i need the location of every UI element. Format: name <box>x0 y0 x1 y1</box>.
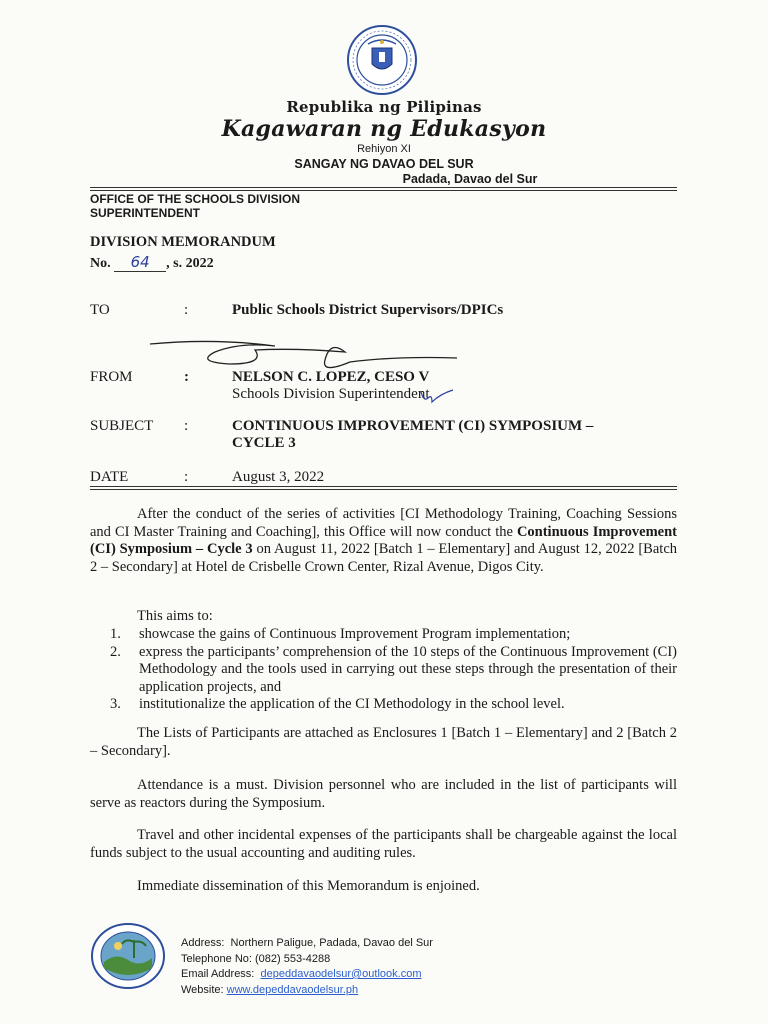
footer-phone-value: (082) 553-4288 <box>255 952 331 965</box>
footer-website-link[interactable]: www.depeddavaodelsur.ph <box>226 983 359 996</box>
office-line-1: OFFICE OF THE SCHOOLS DIVISION <box>90 192 301 206</box>
paragraph-5: Immediate dissemination of this Memorandum is enjoined. <box>137 878 480 894</box>
division-seal-icon <box>90 922 166 990</box>
header-rule <box>90 187 677 188</box>
to-label: TO <box>90 302 110 318</box>
footer-address-value: Northern Paligue, Padada, Davao del Sur <box>230 937 433 949</box>
memo-number <box>90 253 214 272</box>
deped-seal-icon <box>346 24 418 96</box>
footer-phone <box>181 952 433 968</box>
office-label <box>90 192 300 220</box>
list-item-text: express the participants’ comprehension of the 10 steps of the Continuous Improvement (CI) Methodology and the tools used in carrying out these steps through the presentation of their application projects, and <box>139 643 677 695</box>
list-item <box>110 626 677 644</box>
to-value: Public Schools District Supervisors/DPICs <box>232 302 504 318</box>
header-rule-thin <box>90 190 677 191</box>
header-place: Padada, Davao del Sur <box>402 172 538 186</box>
header-department: Kagawaran ng Edukasyon <box>221 116 547 142</box>
footer-email <box>181 967 433 983</box>
list-item-text: institutionalize the application of the CI Methodology in the school level. <box>139 696 565 712</box>
memo-title: DIVISION MEMORANDUM <box>90 234 276 250</box>
from-title: Schools Division Superintendent <box>232 386 430 402</box>
header-region: Rehiyon XI <box>357 143 411 155</box>
footer-phone-label: Telephone No: <box>181 952 252 965</box>
header-division: SANGAY NG DAVAO DEL SUR <box>294 157 474 171</box>
initial-mark-icon <box>418 386 456 408</box>
subject-colon: : <box>184 418 189 434</box>
list-item-text: showcase the gains of Continuous Improvement Program implementation; <box>139 626 571 642</box>
footer-address <box>181 936 433 952</box>
paragraph-4: Travel and other incidental expenses of the participants shall be chargeable against the local funds subject to the usual accounting and auditing rules. <box>90 827 677 861</box>
fields-rule-thin <box>90 489 677 490</box>
from-colon: : <box>184 369 189 385</box>
memo-number-prefix: No. <box>90 256 111 271</box>
list-item <box>110 644 677 697</box>
paragraph-1-bold: Continuous Improvement (CI) Symposium – Cycle 3 <box>90 523 677 557</box>
footer-website <box>181 983 433 999</box>
aims-intro: This aims to: <box>137 608 213 624</box>
list-item-number: 3. <box>110 696 121 712</box>
office-line-2: SUPERINTENDENT <box>90 206 201 220</box>
paragraph-1-text-a: After the conduct of the series of activities [CI Methodology Training, Coaching Sessions and CI Master Training and Coaching], this Office will now conduct the <box>90 506 677 540</box>
footer-email-link[interactable]: depeddavaodelsur@outlook.com <box>260 968 422 980</box>
aims-list <box>110 626 677 714</box>
footer-email-label: Email Address: <box>181 968 255 980</box>
memo-number-suffix: , s. 2022 <box>166 256 214 271</box>
header-republic: Republika ng Pilipinas <box>286 98 482 116</box>
subject-line-2: CYCLE 3 <box>232 435 296 451</box>
paragraph-1-text-b: on August 11, 2022 [Batch 1 – Elementary] and August 12, 2022 [Batch 2 – Secondary] at Hotel de Crisbelle Crown Center, Rizal Avenue, Digos City. <box>90 541 678 575</box>
paragraph-3: Attendance is a must. Division personnel who are included in the list of participants will serve as reactors during the Symposium. <box>90 777 677 811</box>
footer-contact <box>181 936 433 998</box>
footer-address-label: Address: <box>181 937 225 949</box>
list-item <box>110 696 677 714</box>
subject-line-1: CONTINUOUS IMPROVEMENT (CI) SYMPOSIUM – <box>232 418 594 434</box>
to-colon: : <box>184 302 189 318</box>
fields-rule <box>90 486 677 487</box>
paragraph-1 <box>90 506 677 576</box>
paragraph-2: The Lists of Participants are attached as Enclosures 1 [Batch 1 – Elementary] and 2 [Batch 2 – Secondary]. <box>90 725 677 759</box>
list-item-number: 2. <box>110 643 121 660</box>
date-label: DATE <box>90 469 129 485</box>
date-value: August 3, 2022 <box>232 469 325 485</box>
date-colon: : <box>184 469 189 485</box>
subject-label: SUBJECT <box>90 418 154 434</box>
footer-website-label: Website: <box>181 983 224 996</box>
memo-number-value: 64 <box>114 253 166 272</box>
list-item-number: 1. <box>110 626 121 642</box>
from-name: NELSON C. LOPEZ, CESO V <box>232 369 430 385</box>
from-label: FROM <box>90 369 133 385</box>
